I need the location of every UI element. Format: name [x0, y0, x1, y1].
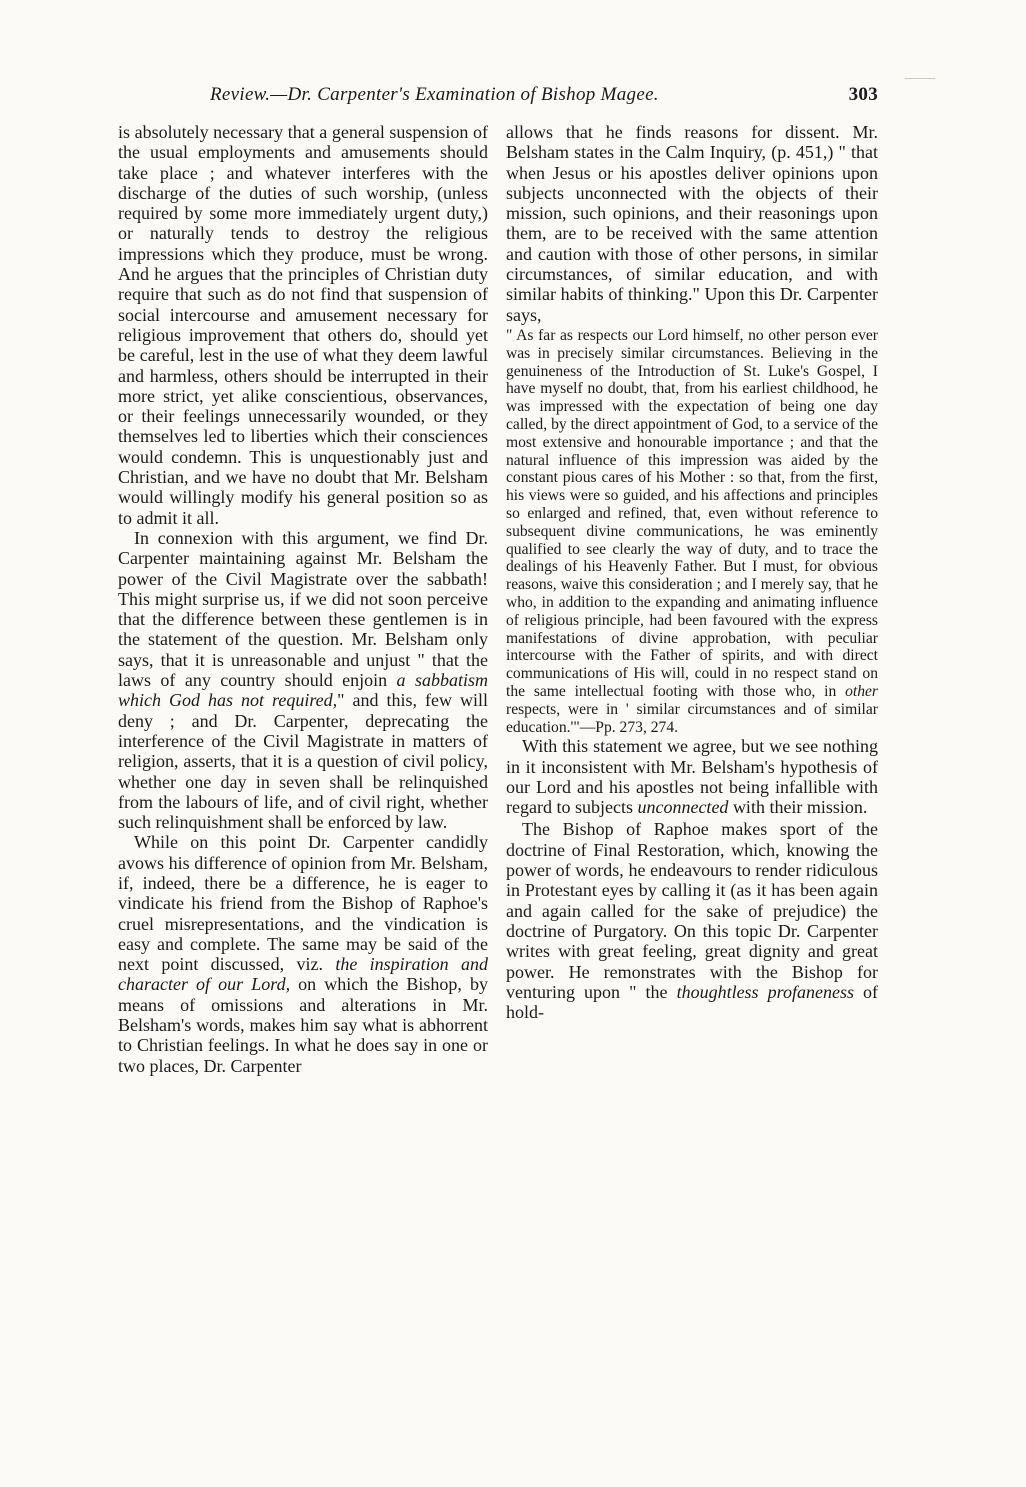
left-column [118, 122, 488, 1076]
paragraph [118, 528, 488, 832]
paragraph-text: The Bishop of Raphoe makes sport of the doctrine of Final Restoration, which, knowing the power of words, he endeavours to render ridiculous in Protestant eyes by calling it (as it has been again and again called for the sake of prejudice) the doctrine of Purgatory. On this topic Dr. Carpenter writes with great feeling, great dignity and great power. He remonstrates with the Bishop for venturing upon " the [506, 819, 878, 1002]
paragraph [506, 736, 878, 817]
emphasis-text: a sabbatism which God has not required, [118, 670, 488, 711]
paragraph-text: With this statement we agree, but we see nothing in it inconsistent with Mr. Belsham's hypothesis of our Lord and his apostles not being infallible with regard to subjects [506, 736, 878, 818]
quote-text: " As far as respects our Lord himself, no other person ever was in precisely similar circumstances. Believing in the genuineness of the Introduction of St. Luke's Gospel, I have myself no doubt, that, from his earliest childhood, he was impressed with the expectation of being one day called, by the direct appointment of God, to a service of the most extensive and honourable importance ; and that the natural influence of this impression was aided by the constant pious cares of his Mother : so that, from the first, his views were so guided, and his affections and principles so enlarged and refined, that, even without reference to subsequent divine communications, he was eminently qualified to see clearly the way of duty, and to trace the dealings of his Heavenly Father. But I must, for obvious reasons, waive this consideration ; and I merely say, that he who, in addition to the expanding and animating influence of religious principle, had been favoured with the express manifestations of divine approbation, with peculiar intercourse with the Father of spirits, and with direct communications of His will, could in no respect stand on the same intellectual footing with those who, in [506, 326, 878, 700]
paragraph: is absolutely necessary that a general suspension of the usual employments and amusements should take place ; and whatever interferes with the discharge of the duties of such worship, (unless required by some more immediately urgent duty,) or naturally tends to destroy the religious impressions which they produce, must be wrong. And he argues that the principles of Christian duty require that such as do not find that suspension of social intercourse and amusement necessary for religious improvement that others do, should yet be careful, lest in the use of what they deem lawful and harmless, others should be interrupted in their more strict, yet alike conscientious, observances, or their feelings unnecessarily wounded, or they themselves led to liberties which their consciences would condemn. This is unquestionably just and Christian, and we have no doubt that Mr. Belsham would willingly modify his general position so as to admit it all. [118, 122, 488, 528]
paragraph-text: In connexion with this argument, we find Dr. Carpenter maintaining against Mr. Belsham the power of the Civil Magistrate over the sabbath! This might surprise us, if we did not soon perceive that the difference between these gentlemen is in the statement of the question. Mr. Belsham only says, that it is unreasonable and unjust " that the laws of any country should enjoin [118, 527, 488, 691]
paragraph-text: of hold- [506, 981, 879, 1023]
emphasis-text: thoughtless profaneness [676, 981, 854, 1002]
paragraph: allows that he finds reasons for dissent. Mr. Belsham states in the Calm Inquiry, (p. 451,) " that when Jesus or his apostles deliver opinions upon subjects unconnected with the objects of their mission, such opinions, and their reasonings upon them, are to be received with the same attention and caution with those of other persons, in similar circumstances, of similar education, and with similar habits of thinking." Upon this Dr. Carpenter says, [506, 122, 878, 325]
paragraph-text: " and this, few will deny ; and Dr. Carpenter, deprecating the interference of the Civil Magistrate in matters of religion, asserts, that it is a question of civil policy, whether one day in seven shall be relinquished from the labours of life, and of civil right, whether such relinquishment shall be enforced by law. [118, 690, 489, 833]
running-title: Review.—Dr. Carpenter's Examination of Bishop Magee. [210, 84, 659, 105]
right-column [506, 122, 878, 1022]
paragraph-text: on which the Bishop, by means of omissions and alterations in Mr. Belsham's words, makes him say what is abhorrent to Christian feelings. In what he does say in one or two places, Dr. Carpenter [118, 974, 488, 1076]
emphasis-text: unconnected [637, 797, 729, 818]
running-header [210, 84, 878, 106]
emphasis-text: the inspiration and character of our Lord, [118, 954, 488, 995]
paragraph-text: While on this point Dr. Carpenter candidly avows his difference of opinion from Mr. Belsham, if, indeed, there be a difference, he is eager to vindicate his friend from the Bishop of Raphoe's cruel misrepresentations, and the vindication is easy and complete. The same may be said of the next point discussed, viz. [118, 832, 488, 975]
emphasis-text: other [845, 682, 878, 700]
paragraph [506, 819, 878, 1022]
block-quote [506, 327, 878, 736]
paragraph [118, 832, 488, 1076]
paragraph-text: with their mission. [728, 797, 868, 818]
margin-rule [905, 78, 935, 79]
quote-text: respects, were in ' similar circumstances and of similar education.'"—Pp. 273, 274. [506, 700, 878, 736]
page-number: 303 [848, 84, 878, 105]
